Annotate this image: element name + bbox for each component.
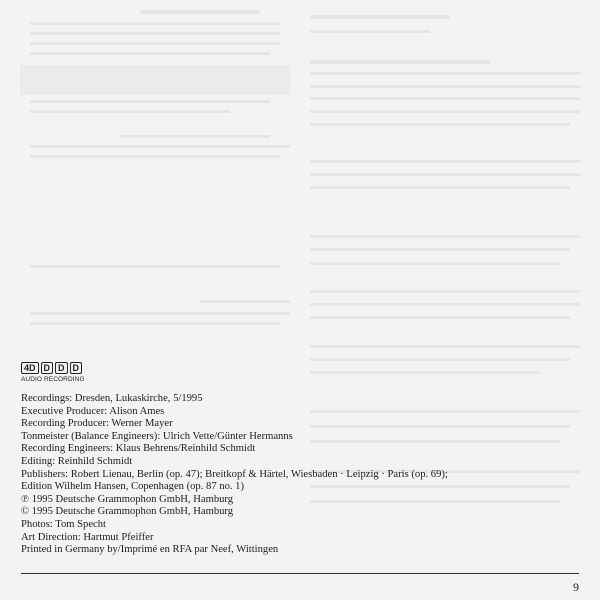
logo-subtitle: AUDIO RECORDING: [21, 376, 85, 383]
credit-line: Recording Engineers: Klaus Behrens/Reinhild Schmidt: [21, 443, 256, 455]
logo-box-d2: D: [55, 362, 68, 374]
credit-line: © 1995 Deutsche Grammophon GmbH, Hamburg: [21, 506, 234, 518]
4d-ddd-audio-recording-logo: [21, 362, 85, 383]
logo-box-4d: 4D: [21, 362, 39, 374]
footer-rule: [21, 573, 579, 574]
credit-line: Editing: Reinhild Schmidt: [21, 455, 133, 467]
credit-line: Edition Wilhelm Hansen, Copenhagen (op. 87 no. 1): [21, 481, 244, 493]
logo-box-d3: D: [70, 362, 83, 374]
credit-line: Recording Producer: Werner Mayer: [21, 418, 173, 430]
logo-box-d1: D: [41, 362, 54, 374]
credit-line: Publishers: Robert Lienau, Berlin (op. 47); Breitkopf & Härtel, Wiesbaden · Leipzig · Paris (op. 69);: [21, 468, 448, 480]
credit-line: Printed in Germany by/Imprimé en RFA par Neef, Wittingen: [21, 544, 279, 556]
logo-boxes: [21, 362, 80, 374]
recording-credits: [21, 393, 448, 557]
credit-line: ℗ 1995 Deutsche Grammophon GmbH, Hamburg: [21, 493, 234, 505]
credit-line: Art Direction: Hartmut Pfeiffer: [21, 531, 154, 543]
credit-line: Tonmeister (Balance Engineers): Ulrich Vette/Günter Hermanns: [21, 430, 293, 442]
credit-line: Recordings: Dresden, Lukaskirche, 5/1995: [21, 393, 203, 404]
credit-line: Photos: Tom Specht: [21, 518, 106, 530]
credit-line: Executive Producer: Alison Ames: [21, 405, 165, 417]
page-number: 9: [573, 580, 579, 594]
